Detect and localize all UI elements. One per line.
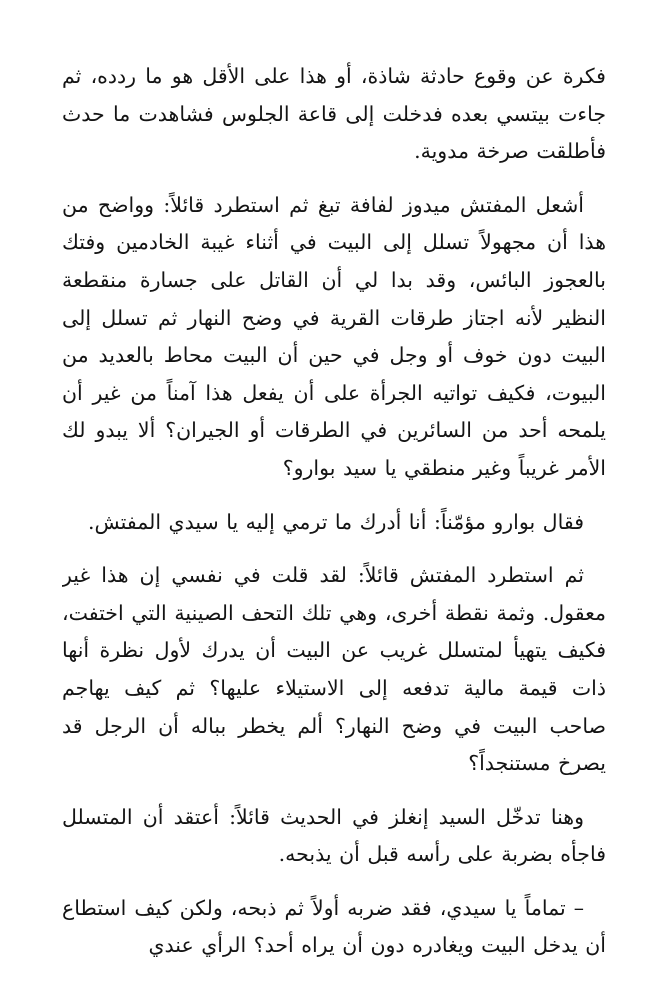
book-page <box>62 58 606 988</box>
paragraph-5: وهنا تدخّل السيد إنغلز في الحديث قائلاً: أعتقد أن المتسلل فاجأه بضربة على رأسه قبل أن يذبحه. <box>62 804 606 867</box>
paragraph-3: فقال بوارو مؤمّناً: أنا أدرك ما ترمي إليه يا سيدي المفتش. <box>88 509 584 534</box>
paragraph-4: ثم استطرد المفتش قائلاً: لقد قلت في نفسي إن هذا غير معقول. وثمة نقطة أخرى، وهي تلك التحف الصينية التي اختفت، فكيف يتهيأ لمتسلل غريب عن البيت أن يدرك لأول نظرة أنها ذات قيمة مالية تدفعه إلى الاستيلاء عليها؟ ثم كيف يهاجم صاحب البيت في وضح النهار؟ ألم يخطر بباله أن الرجل قد يصرخ مستنجداً؟ <box>62 563 606 776</box>
paragraph-1: فكرة عن وقوع حادثة شاذة، أو هذا على الأقل هو ما ردده، ثم جاءت بيتسي بعده فدخلت إلى قاعة الجلوس فشاهدت ما حدث فأطلقت صرخة مدوية. <box>62 64 606 164</box>
paragraph-2: أشعل المفتش ميدوز لفافة تبغ ثم استطرد قائلاً: وواضح من هذا أن مجهولاً تسلل إلى البيت في أثناء غيبة الخادمين وفتك بالعجوز البائس، وقد بدا لي أن القاتل على جسارة منقطعة النظير لأنه اجتاز طرقات القرية في وضح النهار ثم تسلل إلى البيت دون خوف أو وجل في حين أن البيت محاط بالعديد من البيوت، فكيف تواتيه الجرأة على أن يفعل هذا آمناً من غير أن يلمحه أحد من السائرين في الطرقات أو الجيران؟ ألا يبدو لك الأمر غريباً وغير منطقي يا سيد بوارو؟ <box>62 192 606 480</box>
paragraph-6: – تماماً يا سيدي، فقد ضربه أولاً ثم ذبحه، ولكن كيف استطاع أن يدخل البيت ويغادره دون أن يراه أحد؟ الرأي عندي <box>62 895 606 958</box>
